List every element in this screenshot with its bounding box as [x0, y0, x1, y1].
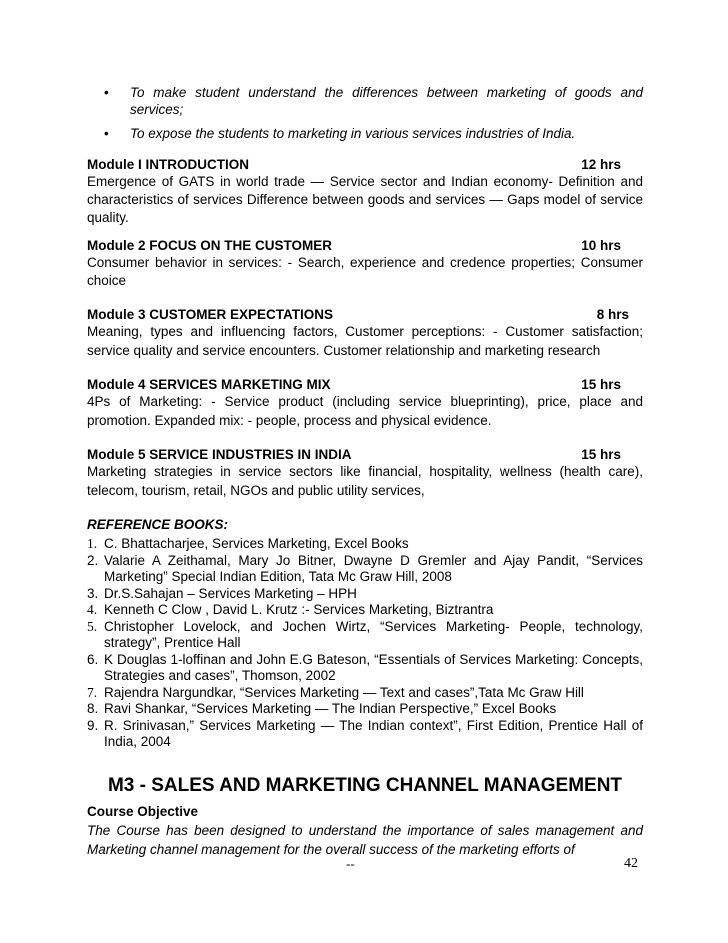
module-2 — [87, 237, 643, 290]
module-heading — [87, 156, 643, 173]
module-heading — [87, 446, 643, 463]
module-body: 4Ps of Marketing: - Service product (including service blueprinting), price, place and promotion. Expanded mix: - people, process and physical evidence. — [87, 394, 643, 428]
reference-item: 5. Christopher Lovelock, and Jochen Wirtz, “Services Marketing- People, technology, strategy”, Prentice Hall — [87, 618, 643, 650]
page-content — [87, 84, 643, 859]
reference-item: 6. K Douglas 1-loffinan and John E.G Bateson, “Essentials of Services Marketing: Concepts, Strategies and cases”, Thomson, 2002 — [87, 651, 643, 683]
section-title: M3 - SALES AND MARKETING CHANNEL MANAGEMENT — [107, 774, 623, 796]
module-5 — [87, 446, 643, 500]
module-body: Emergence of GATS in world trade — Service sector and Indian economy- Definition and characteristics of services Difference between goods and services — Gaps model of service quality. — [87, 174, 643, 225]
reference-item: 2. Valarie A Zeithamal, Mary Jo Bitner, Dwayne D Gremler and Ajay Pandit, “Services Marketing” Special Indian Edition, Tata Mc Graw Hill, 2008 — [87, 552, 643, 584]
module-hours: 8 hrs — [596, 307, 629, 322]
module-3 — [87, 306, 643, 360]
objective-item: • To expose the students to marketing in various services industries of India. — [104, 126, 576, 141]
course-objective-heading: Course Objective — [87, 803, 199, 819]
module-heading — [87, 376, 643, 393]
module-heading — [87, 306, 643, 323]
reference-item: 8. Ravi Shankar, “Services Marketing — The Indian Perspective,” Excel Books — [87, 701, 557, 716]
module-body: Marketing strategies in service sectors like financial, hospitality, wellness (health care), telecom, tourism, retail, NGOs and public utility services, — [87, 464, 643, 498]
module-hours: 10 hrs — [581, 238, 621, 253]
module-hours: 15 hrs — [581, 447, 621, 462]
reference-item: 3. Dr.S.Sahajan – Services Marketing – HPH — [87, 585, 357, 601]
module-title: Module I INTRODUCTION — [87, 157, 249, 172]
bullet-icon: • — [104, 85, 109, 100]
page-number: 42 — [624, 856, 638, 871]
module-hours: 12 hrs — [581, 157, 621, 172]
reference-item: 1. C. Bhattacharjee, Services Marketing, Excel Books — [87, 536, 409, 551]
course-objective-text: The Course has been designed to understand the importance of sales management and Marketing channel management for the overall success of the marketing efforts of — [87, 822, 643, 857]
objective-item: • To make student understand the differences between marketing of goods and services; — [104, 85, 643, 117]
footer-dash: -- — [346, 856, 355, 871]
objectives-list — [87, 84, 643, 142]
module-heading — [87, 237, 643, 254]
bullet-icon: • — [104, 126, 109, 141]
reference-books-heading: REFERENCE BOOKS: — [87, 517, 229, 532]
module-1 — [87, 156, 643, 227]
reference-item: 7. Rajendra Nargundkar, “Services Marketing — Text and cases”,Tata Mc Graw Hill — [87, 684, 584, 700]
module-body: Consumer behavior in services: - Search, experience and credence properties; Consumer choice — [87, 255, 643, 288]
module-title: Module 5 SERVICE INDUSTRIES IN INDIA — [87, 447, 352, 462]
module-hours: 15 hrs — [581, 377, 621, 392]
module-body: Meaning, types and influencing factors, Customer perceptions: - Customer satisfaction; service quality and service encounters. Customer relationship and marketing research — [87, 324, 643, 358]
reference-item: 9. R. Srinivasan,” Services Marketing — The Indian context”, First Edition, Prentice Hall of India, 2004 — [87, 717, 643, 749]
module-4 — [87, 376, 643, 430]
module-title: Module 4 SERVICES MARKETING MIX — [87, 377, 331, 392]
reference-list — [87, 536, 643, 751]
module-title: Module 2 FOCUS ON THE CUSTOMER — [87, 238, 333, 253]
module-title: Module 3 CUSTOMER EXPECTATIONS — [87, 307, 334, 322]
reference-item: 4. Kenneth C Clow , David L. Krutz :- Services Marketing, Biztrantra — [87, 602, 494, 617]
